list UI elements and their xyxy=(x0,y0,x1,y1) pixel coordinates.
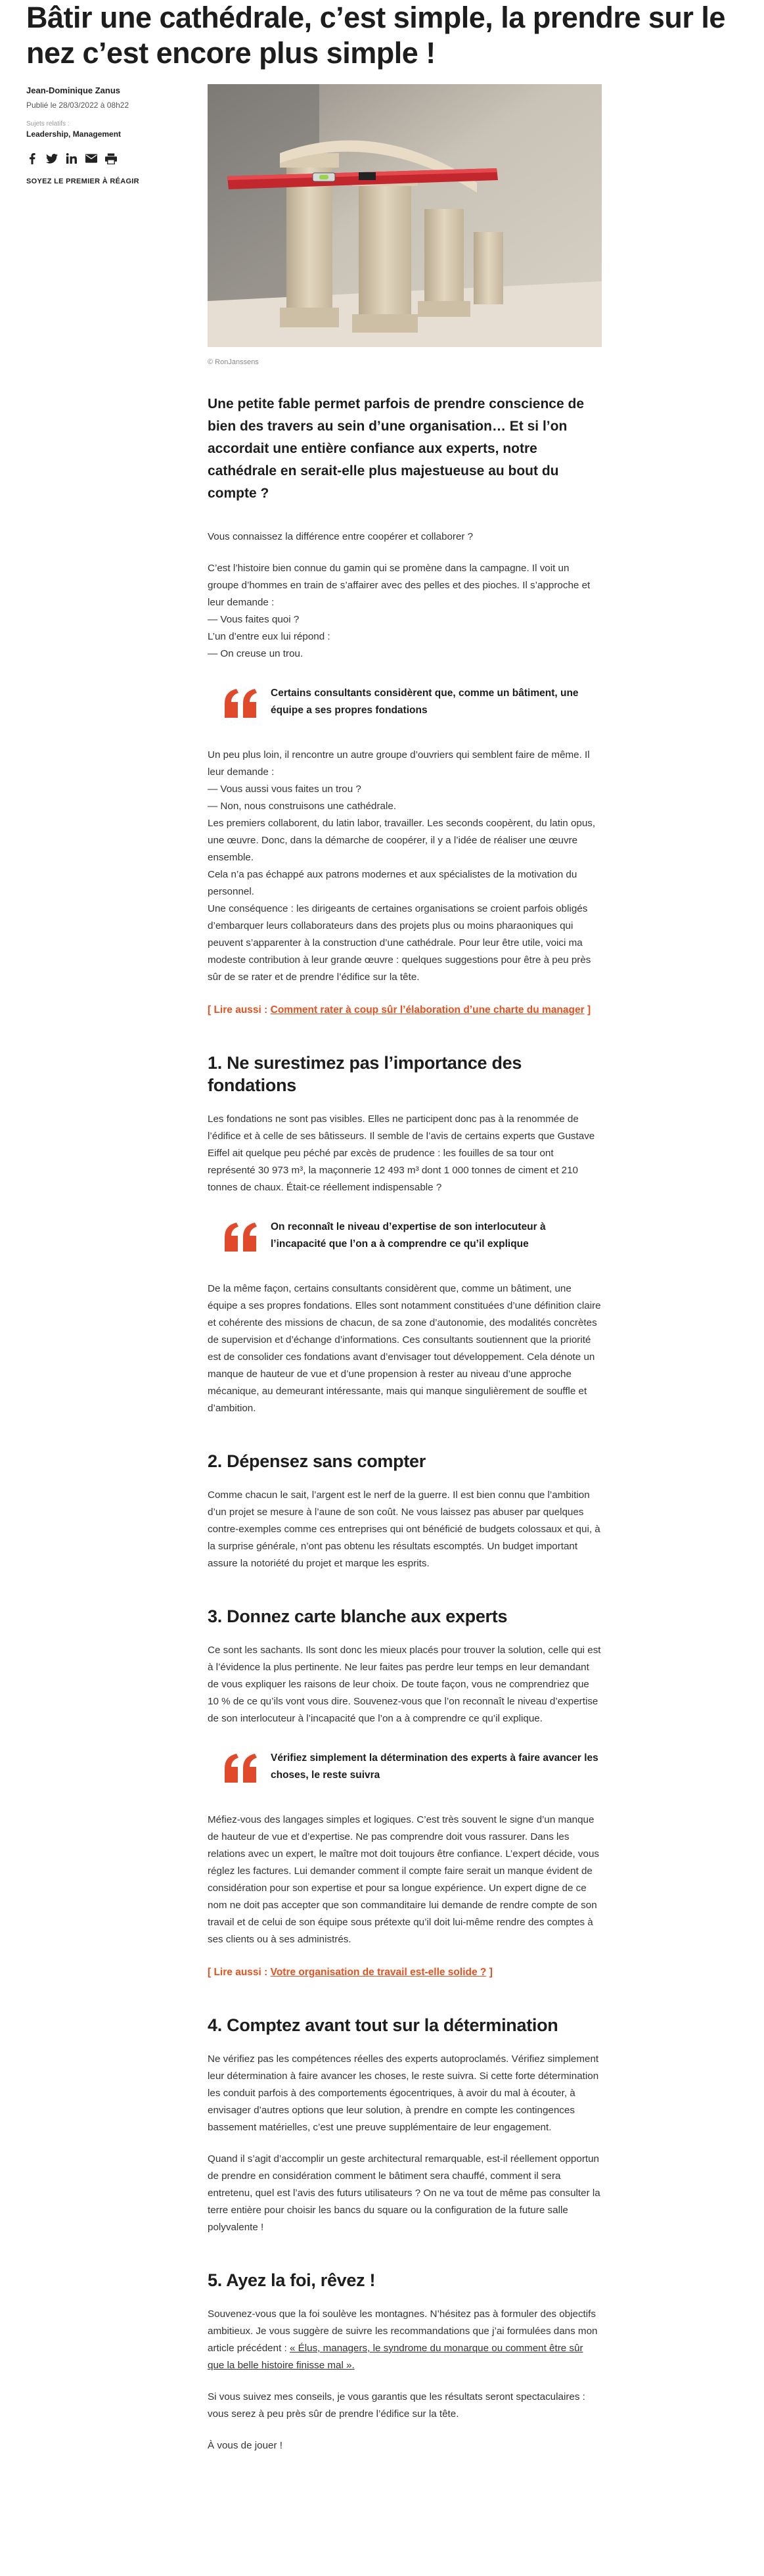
pull-quote-text: On reconnaît le niveau d’expertise de son interlocuteur à l’incapacité que l’on a à comprendre ce qu’il explique xyxy=(271,1221,546,1250)
read-also-link[interactable]: Comment rater à coup sûr l’élaboration d’une charte du manager xyxy=(270,1004,585,1016)
twitter-icon[interactable] xyxy=(46,152,58,164)
read-also-label: [ Lire aussi : xyxy=(208,1004,268,1016)
section-3-paragraph-2: Méfiez-vous des langages simples et logiques. C’est très souvent le signe d’un manque de hauteur de vue et d’expertise. Ne pas comprendre doit vous rassurer. Dans les relations avec un expert, le maître mot doit toujours être confiance. L’expert décide, vous réglez les factures. Lui demander comment il compte faire serait un manque évident de considération pour son expertise et pour sa longue expérience. Un expert digne de ce nom ne doit pas accepter que son commanditaire lui demande de rendre compte de son travail et de celui de son équipe sous prétexte qu’il doit lui-même rendre des comptes à ses clients ou à ses administrés. xyxy=(208,1814,600,1945)
hero-image xyxy=(208,84,602,347)
section-1-paragraph-2: De la même façon, certains consultants considèrent que, comme un bâtiment, une équipe a ses propres fondations. Elles sont notamment constituées d’une définition claire et cohérente des missions de chacun, de sa zone d’autonomie, des modalités concrètes de supervision et d’échange d’informations. Ces consultants soutiennent que la priorité est de consolider ces fondations avant d’envisager tout développement. Cela dénote un manque de hauteur de vue et d’une propension à rester au niveau d’une approche mécanique, au demeurant intéressante, mais qui manque singulièrement de souffle et d’ambition. xyxy=(208,1283,601,1414)
intro-p2-line: L’un d’entre eux lui répond : xyxy=(208,631,330,642)
image-caption: © RonJanssens xyxy=(208,358,259,366)
intro-p3-line: Les premiers collaborent, du latin labor, travailler. Les seconds coopèrent, du latin opus, une œuvre. Donc, dans la démarche de coopérer, il y a l’idée de réaliser une œuvre ensemble. xyxy=(208,818,596,863)
read-also-end: ] xyxy=(489,1967,493,1978)
quote-mark-icon xyxy=(225,1223,259,1252)
section-1-paragraph-1: Les fondations ne sont pas visibles. Elles ne participent donc pas à la renommée de l’édifice et à celle de ses bâtisseurs. Il semble de l’avis de certains experts que Gustave Eiffel ait quelque peu péché par excès de prudence : les fouilles de sa tour ont représenté 30 973 m³, la maçonnerie 12 493 m³ dont 1 000 tonnes de ciment et 210 tonnes de chaux. Était-ce réellement indispensable ? xyxy=(208,1113,595,1193)
section-5-paragraph-2: Si vous suivez mes conseils, je vous garantis que les résultats seront spectaculaires : vous serez à peu près sûr de prendre l’édifice sur la tête. xyxy=(208,2391,585,2420)
section-4-paragraph-2: Quand il s’agit d’accomplir un geste architectural remarquable, est-il réellement opportun de prendre en considération comment le bâtiment sera chauffé, comment il sera entretenu, quel est l’avis des futurs utilisateurs ? On ne va tout de même pas consulter la terre entière pour choisir les bancs du square ou la configuration de la future salle polyvalente ! xyxy=(208,2153,600,2233)
pull-quote xyxy=(225,1219,602,1258)
linkedin-icon[interactable] xyxy=(66,152,78,164)
intro-p2-line: C’est l’histoire bien connue du gamin qui se promène dans la campagne. Il voit un groupe d’hommes en train de s’affairer avec des pelles et des pioches. Il s’approche et leur demande : xyxy=(208,563,591,608)
intro-p3-line: Une conséquence : les dirigeants de certaines organisations se croient parfois obligés d’embarquer leurs collaborateurs dans des projets plus ou moins pharaoniques qui peuvent s’apparenter à la construction d’une cathédrale. Pour leur être utile, voici ma modeste contribution à leur grande œuvre : quelques suggestions pour être à peu près sûr de se rater et de prendre l’édifice sur la tête. xyxy=(208,903,591,983)
intro-paragraph-1: Vous connaissez la différence entre coopérer et collaborer ? xyxy=(208,531,474,542)
intro-paragraph-2 xyxy=(208,560,602,663)
read-also-link[interactable]: Votre organisation de travail est-elle solide ? xyxy=(270,1967,487,1978)
email-icon[interactable] xyxy=(85,152,97,164)
section-heading-2: 2. Dépensez sans compter xyxy=(208,1451,426,1471)
intro-p3-line: Cela n’a pas échappé aux patrons modernes et aux spécialistes de la motivation du personnel. xyxy=(208,869,577,897)
intro-p3-line: — Vous aussi vous faites un trou ? xyxy=(208,784,361,795)
previous-article-link[interactable]: « Élus, managers, le syndrome du monarque ou comment être sûr que la belle histoire finisse mal ». xyxy=(208,2343,583,2371)
pull-quote xyxy=(225,685,602,724)
share-bar xyxy=(26,152,177,164)
react-link[interactable]: SOYEZ LE PREMIER À RÉAGIR xyxy=(26,177,139,185)
section-4-paragraph-1: Ne vérifiez pas les compétences réelles des experts autoproclamés. Vérifiez simplement leur détermination à faire avancer les choses, le reste suivra. Si cette forte détermination les conduit parfois à des comportements égocentriques, à avoir du mal à écouter, à envisager d’autres options que leur solution, à prendre en compte les contingences bassement matérielles, c’est une preuve supplémentaire de leur engagement. xyxy=(208,2053,599,2133)
article-lead: Une petite fable permet parfois de prendre conscience de bien des travers au sein d’une organisation… Et si l’on accordait une entière confiance aux experts, notre cathédrale en serait-elle plus majestueuse au bout du compte ? xyxy=(208,396,584,501)
section-heading-4: 4. Comptez avant tout sur la détermination xyxy=(208,2015,558,2035)
section-5-paragraph-3: À vous de jouer ! xyxy=(208,2440,282,2451)
intro-paragraph-3 xyxy=(208,747,602,986)
read-also-2 xyxy=(208,1964,602,1981)
pull-quote-text: Vérifiez simplement la détermination des experts à faire avancer les choses, le reste suivra xyxy=(271,1752,598,1781)
intro-p3-line: — Non, nous construisons une cathédrale. xyxy=(208,801,397,812)
read-also-1 xyxy=(208,1002,602,1019)
read-also-label: [ Lire aussi : xyxy=(208,1967,268,1978)
article-title: Bâtir une cathédrale, c’est simple, la prendre sur le nez c’est encore plus simple ! xyxy=(26,1,725,70)
topic-links[interactable]: Leadership, Management xyxy=(26,129,122,139)
intro-p2-line: — On creuse un trou. xyxy=(208,648,303,659)
section-5-paragraph-1 xyxy=(208,2306,602,2374)
section-2-paragraph-1: Comme chacun le sait, l’argent est le nerf de la guerre. Il est bien connu que l’ambition d’un projet se mesure à l’aune de son coût. Ne vous laissez pas abuser par quelques contre-exemples comme ces entreprises qui ont bénéficié de budgets colossaux et qui, à la surprise générale, n’ont pas obtenu les résultats escomptés. Un budget important assure la notoriété du projet et marque les esprits. xyxy=(208,1489,600,1569)
pull-quote xyxy=(225,1750,602,1789)
section-3-paragraph-1: Ce sont les sachants. Ils sont donc les mieux placés pour trouver la solution, celle qui est à l’évidence la plus pertinente. Ne leur faites pas perdre leur temps en leur demandant de vous expliquer les raisons de leur choix. De toute façon, vous ne comprendriez que 10 % de ce qu’ils vont vous dire. Souvenez-vous que l’on reconnaît le niveau d’expertise de son interlocuteur à l’incapacité que l’on a à comprendre ce qu’il explique. xyxy=(208,1645,601,1724)
publish-date: Publié le 28/03/2022 à 08h22 xyxy=(26,101,129,110)
pull-quote-text: Certains consultants considèrent que, comme un bâtiment, une équipe a ses propres fondations xyxy=(271,688,579,716)
section-heading-3: 3. Donnez carte blanche aux experts xyxy=(208,1606,508,1626)
intro-p2-line: — Vous faites quoi ? xyxy=(208,614,300,625)
article-body xyxy=(208,84,602,2454)
section-5-text: Souvenez-vous que la foi soulève les montagnes. N’hésitez pas à formuler des objectifs ambitieux. Je vous suggère de suivre les recommandations que j’ai formulées dans mon article précédent : xyxy=(208,2308,598,2354)
quote-mark-icon xyxy=(225,1754,259,1783)
intro-p3-line: Un peu plus loin, il rencontre un autre groupe d’ouvriers qui semblent faire de même. Il leur demande : xyxy=(208,749,590,778)
print-icon[interactable] xyxy=(105,152,117,164)
topics-label: Sujets relatifs : xyxy=(26,120,70,128)
section-heading-5: 5. Ayez la foi, rêvez ! xyxy=(208,2270,376,2290)
quote-mark-icon xyxy=(225,689,259,718)
section-heading-1: 1. Ne surestimez pas l’importance des fondations xyxy=(208,1053,522,1095)
article-meta xyxy=(26,84,177,185)
author-name[interactable]: Jean-Dominique Zanus xyxy=(26,85,121,95)
read-also-end: ] xyxy=(587,1004,591,1016)
facebook-icon[interactable] xyxy=(26,152,38,164)
